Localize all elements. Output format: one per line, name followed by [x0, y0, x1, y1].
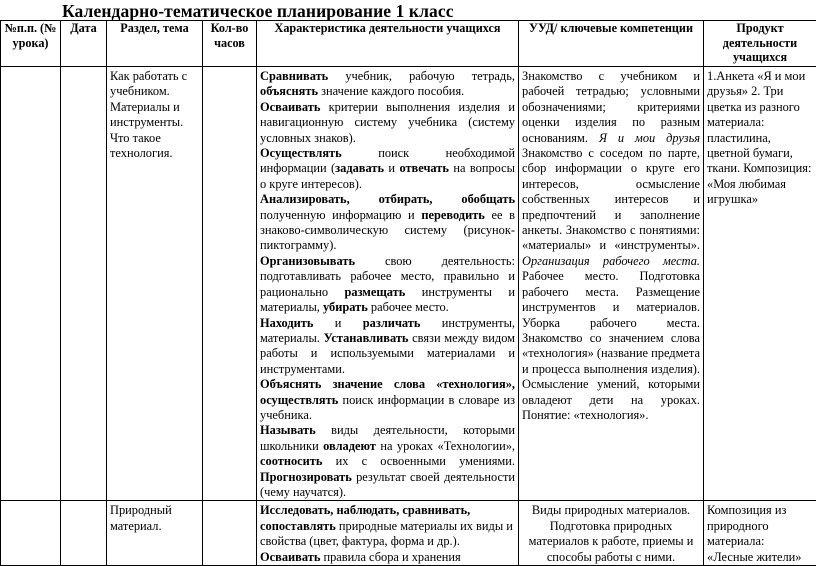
header-section: Раздел, тема: [107, 21, 203, 67]
header-hours: Кол-во часов: [203, 21, 257, 67]
activity-cell: [257, 67, 519, 501]
uud-cell: [519, 501, 704, 566]
header-activity: Характеристика деятельности учащихся: [257, 21, 519, 67]
product-cell: [704, 67, 816, 501]
product-text: Композиция из природного материала: «Лесные жители»: [707, 503, 802, 563]
activity-text: Исследовать, наблюдать, сравнивать, сопоставлять природные материалы их виды и свойства (цвет, фактура, форма и др.). Осваивать правила сбора и хранения: [260, 503, 513, 563]
header-num: №п.п. (№ урока): [1, 21, 61, 67]
section-topic: Что такое технология.: [110, 131, 199, 162]
planning-table: [0, 20, 816, 566]
num-cell: [1, 501, 61, 566]
hours-cell: [203, 501, 257, 566]
activity-cell: [257, 501, 519, 566]
table-row: [1, 67, 816, 501]
page-title: Календарно-тематическое планирование 1 класс: [62, 1, 454, 22]
date-cell: [61, 501, 107, 566]
product-text: 1.Анкета «Я и мои друзья» 2. Три цветка из разного материала: пластилина, цветной бумаги, ткани. Композиция: «Моя любимая игрушка»: [707, 69, 811, 206]
table-row: [1, 501, 816, 566]
header-uud: УУД/ ключевые компетенции: [519, 21, 704, 67]
section-cell: [107, 67, 203, 501]
uud-text: Виды природных материалов. Подготовка природных материалов к работе, приемы и способы работы с ними.: [529, 503, 694, 563]
uud-text: Знакомство с учебником и рабочей тетрадью; условными обозначениями; критериями оценки изделия по разным основаниям. Я и мои друзья Знакомство с соседом по парте, сбор информации о круге его интересов, осмысление собственных интересов и предпочтений и заполнение анкеты. Знакомство с понятиями: «материалы» и «инструменты». Организация рабочего места. Рабочее место. Подготовка рабочего места. Размещение инструментов и материалов. Уборка рабочего места. Знакомство со значением слова «технология» (название предмета и процесса выполнения изделия). Осмысление умений, которыми овладеют дети на уроках. Понятие: «технология».: [522, 69, 700, 422]
section-topic: Материалы и инструменты.: [110, 100, 199, 131]
header-row: [1, 21, 816, 67]
section-topic: Как работать с учебником.: [110, 69, 199, 100]
num-cell: [1, 67, 61, 501]
header-date: Дата: [61, 21, 107, 67]
section-cell: [107, 501, 203, 566]
section-topic: Природный материал.: [110, 503, 199, 534]
hours-cell: [203, 67, 257, 501]
header-product: Продукт деятельности учащихся: [704, 21, 816, 67]
date-cell: [61, 67, 107, 501]
product-cell: [704, 501, 816, 566]
uud-cell: [519, 67, 704, 501]
activity-text: Сравнивать учебник, рабочую тетрадь, объяснять значение каждого пособия. Осваивать критерии выполнения изделия и навигационную систему учебника (систему условных знаков). Осуществлять поиск необходимой информации (задавать и отвечать на вопросы о круге интересов). Анализировать, отбирать, обобщать полученную информацию и переводить ее в знаково-символическую систему (рисунок-пиктограмму). Организовывать свою деятельность: подготавливать рабочее место, правильно и рационально размещать инструменты и материалы, убирать рабочее место. Находить и различать инструменты, материалы. Устанавливать связи между видом работы и используемыми материалами и инструментами. Объяснять значение слова «технология», осуществлять поиск информации в словаре из учебника. Называть виды деятельности, которыми школьники овладеют на уроках «Технологии», соотносить их с освоенными умениями. Прогнозировать результат своей деятельности (чему научатся).: [260, 69, 515, 499]
